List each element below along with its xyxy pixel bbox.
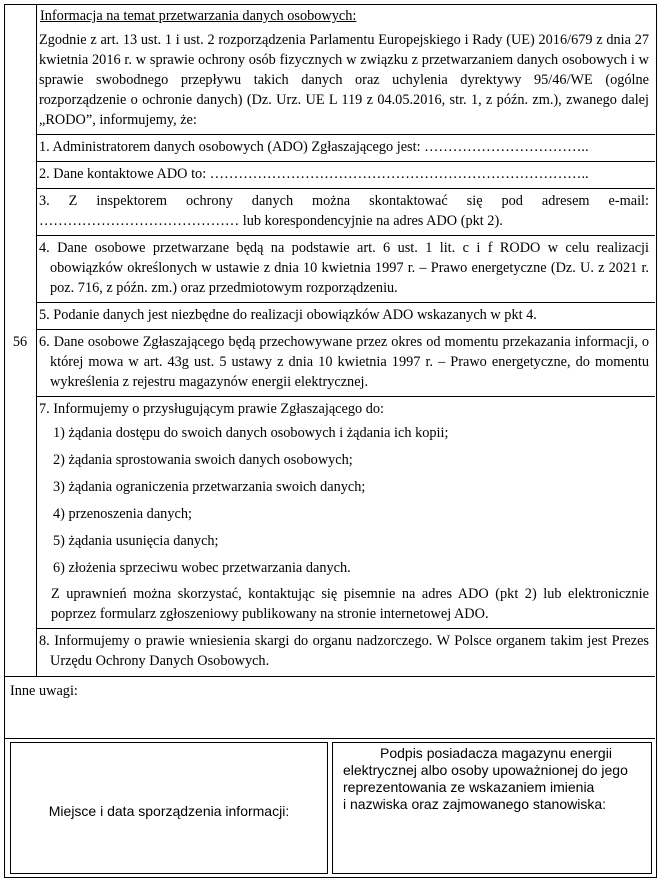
right-item: 1) żądania dostępu do swoich danych osobowych i żądania ich kopii; — [53, 425, 449, 441]
right-item: 5) żądania usunięcia danych; — [53, 533, 219, 549]
signature-field[interactable] — [332, 742, 652, 874]
point-5: 5. Podanie danych jest niezbędne do realizacji obowiązków ADO wskazanych w pkt 4. — [39, 307, 537, 323]
right-item: 6) złożenia sprzeciwu wobec przetwarzania danych. — [53, 560, 351, 576]
place-date-label: Miejsce i data sporządzenia informacji: — [48, 803, 290, 819]
point-7: 7. Informujemy o przysługującym prawie Zgłaszającego do: — [39, 401, 384, 417]
place-date-field[interactable] — [10, 742, 328, 874]
signature-row — [4, 738, 655, 877]
row-number: 56 — [12, 334, 28, 350]
intro-paragraph: Zgodnie z art. 13 ust. 1 i ust. 2 rozporządzenia Parlamentu Europejskiego i Rady (UE) 2016/679 z dnia 27 kwietnia 2016 r. w sprawie ochrony osób fizycznych w związku z przetwarzaniem danych osobowych i w sprawie swobodnego przepływu takich danych oraz uchylenia dyrektywy 95/46/WE (ogólne rozporządzenie o ochronie danych) (Dz. Urz. UE L 119 z 04.05.2016, str. 1, z późn. zm.), zwanego dalej „RODO”, informujemy, że: — [39, 32, 649, 128]
point-4: 4. Dane osobowe przetwarzane będą na podstawie art. 6 ust. 1 lit. c i f RODO w celu realizacji obowiązków określonych w ustawie z dnia 10 kwietnia 1997 r. – Prawo energetyczne (Dz. U. z 2021 r. poz. 716, z późn. zm.) oraz przedmiotowym rozporządzeniu. — [39, 240, 649, 296]
row-number-cell — [4, 4, 37, 676]
other-notes-field[interactable] — [4, 676, 655, 735]
right-item: 2) żądania sprostowania swoich danych osobowych; — [53, 452, 353, 468]
other-notes-label: Inne uwagi: — [10, 683, 78, 699]
right-item: 3) żądania ograniczenia przetwarzania swoich danych; — [53, 479, 366, 495]
point-8: 8. Informujemy o prawie wniesienia skargi do organu nadzorczego. W Polsce organem takim jest Prezes Urzędu Ochrony Danych Osobowych. — [39, 633, 649, 669]
point-1: 1. Administratorem danych osobowych (ADO) Zgłaszającego jest: …………………………….. — [39, 139, 589, 155]
point-2: 2. Dane kontaktowe ADO to: …………………………………………………………………….. — [39, 166, 589, 182]
right-item: 4) przenoszenia danych; — [53, 506, 192, 522]
point-3: 3. Z inspektorem ochrony danych można skontaktować się pod adresem e-mail: …………………………………… lub korespondencyjnie na adres ADO (pkt 2). — [39, 193, 649, 229]
section-heading: Informacja na temat przetwarzania danych osobowych: — [40, 8, 357, 24]
point-6: 6. Dane osobowe Zgłaszającego będą przechowywane przez okres od momentu przekazania informacji, o której mowa w art. 43g ust. 5 ustawy z dnia 10 kwietnia 1997 r. – Prawo energetyczne, do momentu wykreślenia z rejestru magazynów energii elektrycznej. — [39, 334, 649, 390]
point-7-note: Z uprawnień można skorzystać, kontaktując się pisemnie na adres ADO (pkt 2) lub elektronicznie poprzez formularz zgłoszeniowy publikowany na stronie internetowej ADO. — [51, 586, 649, 622]
gdpr-info-cell — [36, 4, 656, 676]
signature-label: Podpis posiadacza magazynu energii elektrycznej albo osoby upoważnionej do jego reprezentowania ze wskazaniem imienia i nazwiska oraz zajmowanego stanowiska: — [343, 745, 628, 812]
